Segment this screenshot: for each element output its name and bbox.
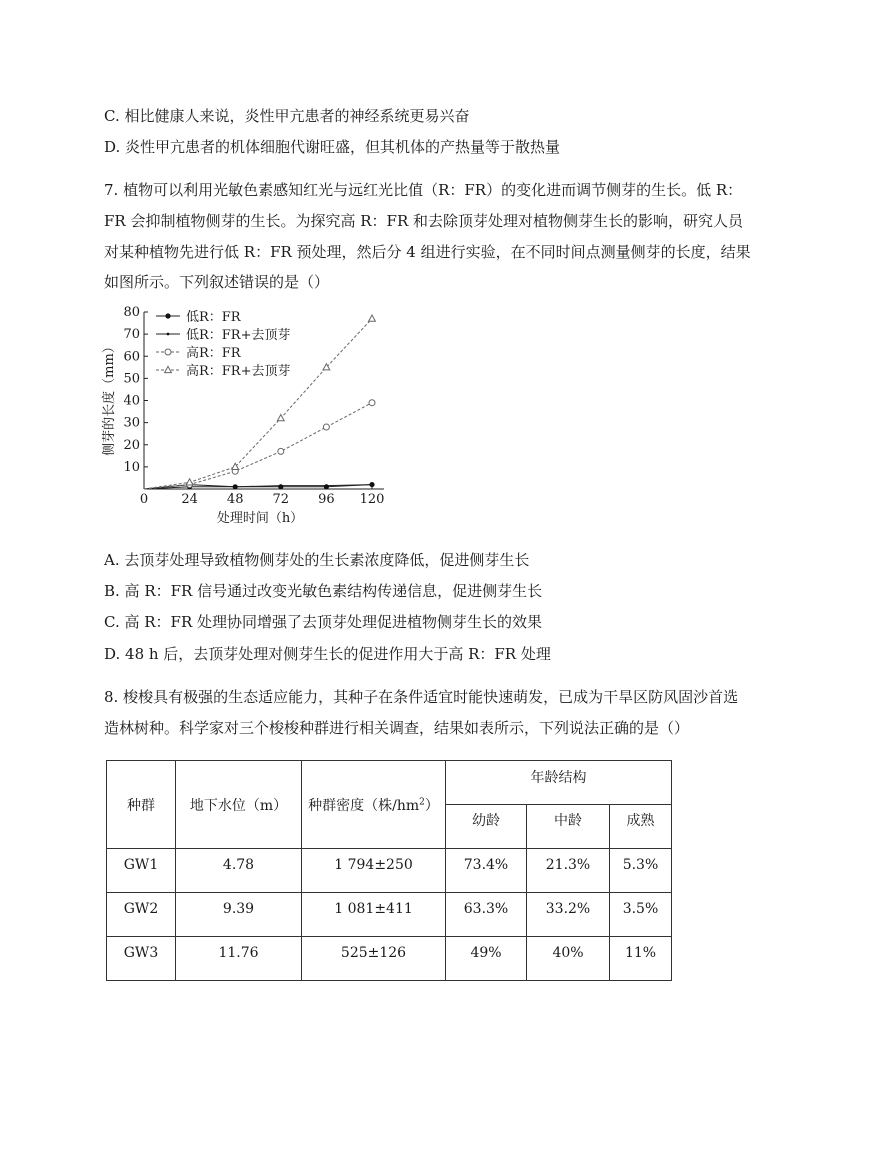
cell-mature: 3.5% [610, 893, 672, 937]
data-point [323, 424, 329, 430]
y-tick-label: 50 [123, 371, 140, 387]
data-point [277, 415, 284, 421]
cell-density: 1 081±411 [302, 893, 446, 937]
cell-mature: 5.3% [610, 849, 672, 893]
header-young: 幼龄 [446, 805, 527, 849]
y-tick-label: 80 [123, 305, 140, 320]
cell-population: GW2 [107, 893, 176, 937]
data-point [369, 315, 376, 321]
cell-middle: 21.3% [527, 849, 610, 893]
y-tick-label: 40 [123, 393, 140, 409]
data-point [371, 483, 374, 486]
legend-label: 低R：FR+去顶芽 [186, 328, 291, 343]
data-point [165, 366, 172, 372]
y-tick-label: 20 [123, 437, 140, 453]
header-mature: 成熟 [610, 805, 672, 849]
cell-density: 525±126 [302, 937, 446, 981]
option-c-text: C. 相比健康人来说，炎性甲亢患者的神经系统更易兴奋 [104, 107, 470, 125]
data-point [186, 479, 193, 485]
table-row [107, 937, 672, 981]
header-age-structure: 年龄结构 [446, 761, 672, 805]
q7-stem-line-2: FR 会抑制植物侧芽的生长。为探究高 R：FR 和去除顶芽处理对植物侧芽生长的影响，研究人员 [104, 212, 744, 230]
data-point [167, 333, 170, 336]
data-point [279, 484, 282, 487]
x-axis-label: 处理时间（h） [216, 511, 304, 526]
cell-water-level: 9.39 [176, 893, 302, 937]
side-bud-length-chart [100, 300, 400, 535]
q7-stem-line-4: 如图所示。下列叙述错误的是（） [104, 273, 330, 291]
header-middle: 中龄 [527, 805, 610, 849]
q8-stem-line-1: 8. 梭梭具有极强的生态适应能力，其种子在条件适宜时能快速萌发，已成为干旱区防风固沙首选 [104, 688, 739, 706]
x-tick-label: 24 [181, 492, 198, 507]
cell-middle: 33.2% [527, 893, 610, 937]
data-point [234, 485, 237, 488]
cell-young: 63.3% [446, 893, 527, 937]
x-tick-label: 96 [318, 492, 335, 507]
header-density: 种群密度（株$/hm^2$） [302, 761, 446, 849]
q7-option-a: A. 去顶芽处理导致植物侧芽处的生长素浓度降低，促进侧芽生长 [104, 551, 530, 569]
y-tick-label: 30 [123, 415, 140, 431]
q8-stem-line-2: 造林树种。科学家对三个梭梭种群进行相关调查，结果如表所示，下列说法正确的是（） [104, 719, 690, 737]
cell-young: 73.4% [446, 849, 527, 893]
data-point [369, 400, 375, 406]
data-point [278, 448, 284, 454]
data-point [325, 484, 328, 487]
legend-label: 高R：FR+去顶芽 [186, 364, 291, 379]
x-tick-label: 0 [139, 492, 149, 507]
y-tick-label: 60 [123, 349, 140, 365]
legend-label: 高R：FR [186, 346, 241, 361]
data-point [165, 313, 170, 318]
q7-option-d: D. 48 h 后，去顶芽处理对侧芽生长的促进作用大于高 R：FR 处理 [104, 645, 551, 663]
table-row [107, 849, 672, 893]
series-line [144, 319, 372, 489]
y-tick-label: 10 [123, 459, 140, 475]
cell-mature: 11% [610, 937, 672, 981]
cell-middle: 40% [527, 937, 610, 981]
cell-density: 1 794±250 [302, 849, 446, 893]
q7-option-c: C. 高 R：FR 处理协同增强了去顶芽处理促进植物侧芽生长的效果 [104, 613, 543, 631]
cell-population: GW1 [107, 849, 176, 893]
q7-option-b: B. 高 R：FR 信号通过改变光敏色素结构传递信息，促进侧芽生长 [104, 582, 543, 600]
cell-water-level: 11.76 [176, 937, 302, 981]
q7-stem-line-1: 7. 植物可以利用光敏色素感知红光与远红光比值（R：FR）的变化进而调节侧芽的生长。低 R： [104, 181, 743, 199]
y-tick-label: 70 [123, 327, 140, 343]
data-point [165, 349, 171, 355]
population-table [106, 760, 672, 981]
series-line [144, 403, 372, 489]
cell-population: GW3 [107, 937, 176, 981]
header-population: 种群 [107, 761, 176, 849]
x-tick-label: 72 [272, 492, 290, 507]
x-tick-label: 120 [359, 492, 385, 507]
cell-young: 49% [446, 937, 527, 981]
cell-water-level: 4.78 [176, 849, 302, 893]
option-d-text: D. 炎性甲亢患者的机体细胞代谢旺盛，但其机体的产热量等于散热量 [104, 138, 561, 156]
header-water-level: 地下水位（m） [176, 761, 302, 849]
legend-label: 低R：FR [186, 310, 241, 325]
q7-stem-line-3: 对某种植物先进行低 R：FR 预处理，然后分 4 组进行实验，在不同时间点测量侧芽的长度，结果 [104, 243, 751, 261]
y-axis-label: 侧芽的长度（mm） [102, 340, 117, 456]
table-row [107, 893, 672, 937]
x-tick-label: 48 [226, 492, 244, 507]
